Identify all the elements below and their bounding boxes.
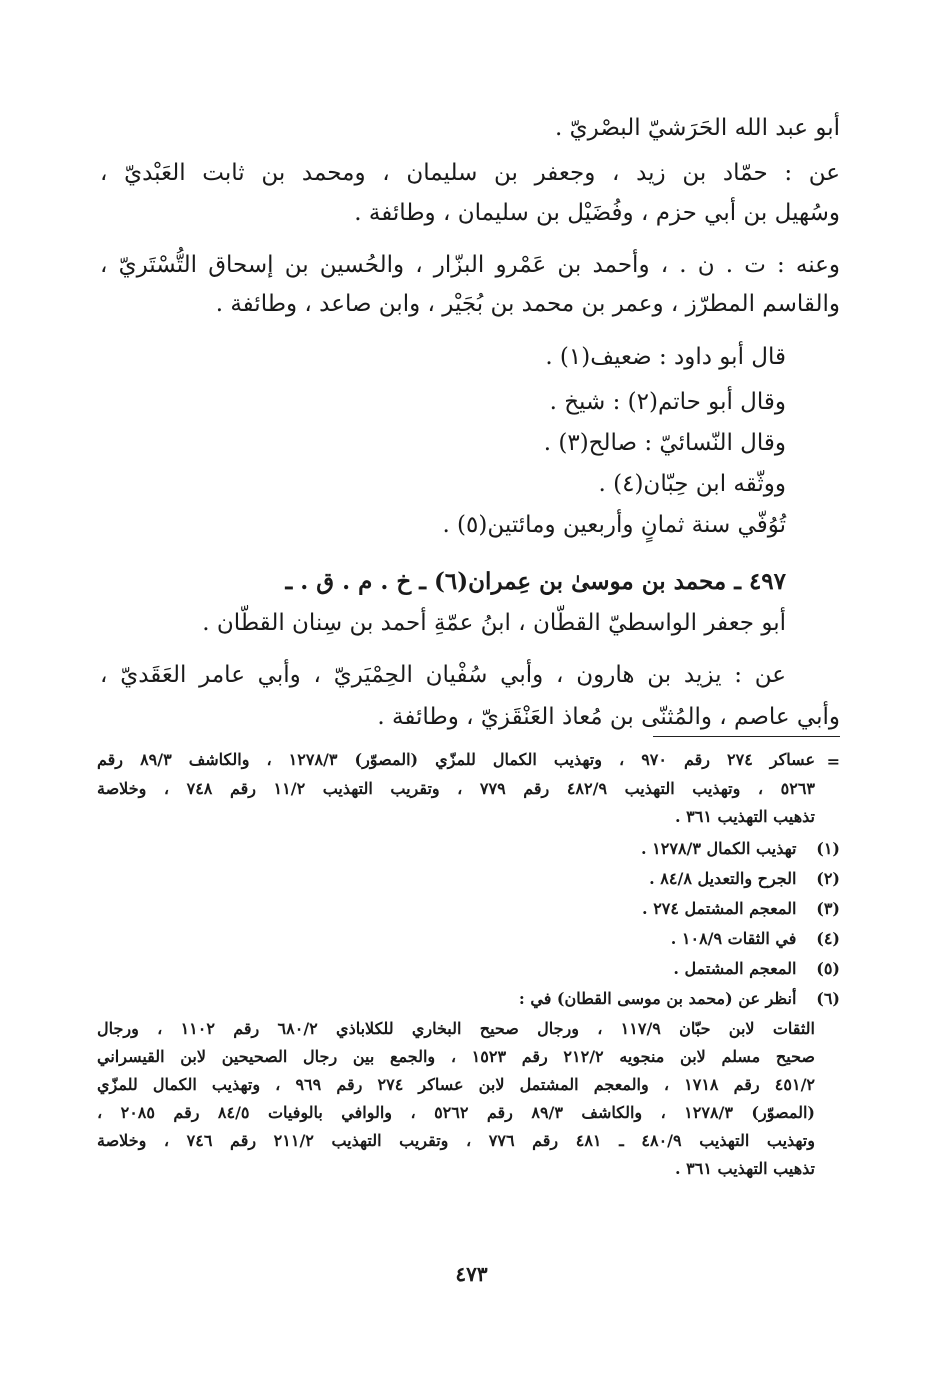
footnote-item: [100, 898, 840, 920]
footnote-item: [100, 928, 840, 950]
continuation-mark: =: [826, 752, 840, 771]
footnote-number: (١): [816, 839, 840, 858]
footnote-line: ٤٥١/٢ رقم ١٧١٨ ، والمعجم المشتمل لابن عساكر ٢٧٤ رقم ٩٦٩ ، وتهذيب الكمال للمزّي: [97, 1075, 816, 1094]
footnote-line: تذهيب التهذيب ٣٦١ .: [675, 807, 815, 826]
footnote-number: (٤): [816, 929, 840, 948]
footnote-rule: [653, 736, 840, 737]
footnote-text: تهذيب الكمال ١٢٧٨/٣ .: [641, 839, 797, 858]
footnote-line: عساكر ٢٧٤ رقم ٩٧٠ ، وتهذيب الكمال للمزّي (المصوّر) ١٢٧٨/٣ ، والكاشف ٨٩/٣ رقم: [97, 750, 815, 769]
body-line: عن : يزيد بن هارون ، وأبي سُفْيان الحِمْيَريّ ، وأبي عامر العَقَديّ ،: [100, 662, 786, 688]
footnote-text: في الثقات ١٠٨/٩ .: [670, 929, 797, 948]
entry-heading: ٤٩٧ ـ محمد بن موسىٰ بن عِمران(٦) ـ خ . م . ق . ـ: [285, 568, 786, 595]
footnote-line: (المصوّر) ١٢٧٨/٣ ، والكاشف ٨٩/٣ رقم ٥٢٦٢ ، والوافي بالوفيات ٨٤/٥ رقم ٢٠٨٥ ،: [97, 1103, 815, 1122]
footnote-number: (٣): [816, 899, 840, 918]
footnote-text: المعجم المشتمل .: [673, 959, 797, 978]
quote-line: وقال أبو حاتم(٢) : شيخ .: [549, 389, 786, 415]
footnote-number: (٦): [816, 989, 840, 1008]
footnote-text: الجرح والتعديل ٨٤/٨ .: [649, 869, 797, 888]
body-line: أبو عبد الله الحَرَشيّ البصْريّ .: [555, 115, 840, 141]
body-line: والقاسم المطرّز ، وعمر بن محمد بن بُجَيْر ، وابن صاعد ، وطائفة .: [215, 291, 840, 317]
body-line: عن : حمّاد بن زيد ، وجعفر بن سليمان ، ومحمد بن ثابت العَبْديّ ،: [100, 160, 840, 186]
footnote-line: تذهيب التهذيب ٣٦١ .: [675, 1159, 815, 1178]
footnote-item: [100, 958, 840, 980]
footnote-line: وتهذيب التهذيب ٤٨٠/٩ ـ ٤٨١ رقم ٧٧٦ ، وتقريب التهذيب ٢١١/٢ رقم ٧٤٦ ، وخلاصة: [97, 1131, 815, 1150]
footnote-line: صحيح مسلم لابن منجويه ٢١٢/٢ رقم ١٥٢٣ ، والجمع بين رجال الصحيحين لابن القيسراني: [97, 1047, 815, 1066]
quote-line: ووثّقه ابن حِبّان(٤) .: [598, 471, 786, 497]
body-line: وعنه : ت . ن . ، وأحمد بن عَمْرو البزّار ، والحُسين بن إسحاق التُّسْتَريّ ،: [100, 252, 840, 278]
body-line: وأبي عاصم ، والمُثنّى بن مُعاذ العَنْقَزيّ ، وطائفة .: [377, 704, 840, 730]
footnote-text: المعجم المشتمل ٢٧٤ .: [642, 899, 797, 918]
footnote-item: [100, 838, 840, 860]
body-line: وسُهيل بن أبي حزم ، وفُضَيْل بن سليمان ، وطائفة .: [354, 200, 840, 226]
footnote-number: (٥): [816, 959, 840, 978]
footnote-line: ٥٢٦٣ ، وتهذيب التهذيب ٤٨٢/٩ رقم ٧٧٩ ، وتقريب التهذيب ١١/٢ رقم ٧٤٨ ، وخلاصة: [97, 779, 815, 798]
footnote-item: [100, 988, 840, 1010]
quote-line: قال أبو داود : ضعيف(١) .: [545, 344, 786, 370]
page-number: ٤٧٣: [455, 1262, 488, 1286]
body-line: أبو جعفر الواسطيّ القطّان ، ابنُ عمّةِ أحمد بن سِنان القطّان .: [202, 610, 786, 636]
quote-line: وقال النّسائيّ : صالح(٣) .: [543, 430, 786, 456]
quote-line: تُوُفّي سنة ثمانٍ وأربعين ومائتين(٥) .: [442, 512, 786, 538]
footnote-text: أنظر عن (محمد بن موسى القطان) في :: [518, 989, 797, 1008]
footnote-number: (٢): [816, 869, 840, 888]
footnote-item: [100, 868, 840, 890]
footnote-line: الثقات لابن حبّان ١١٧/٩ ، ورجال صحيح البخاري للكلاباذي ٦٨٠/٢ رقم ١١٠٢ ، ورجال: [97, 1019, 815, 1038]
